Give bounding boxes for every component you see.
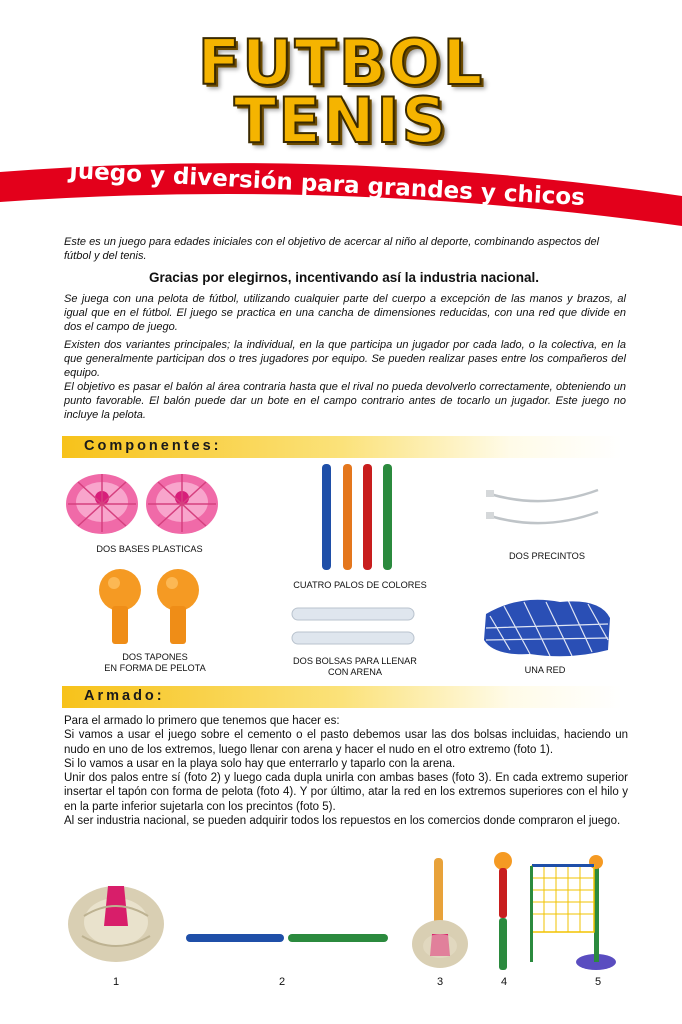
photo-2-number: 2 <box>278 976 286 988</box>
photo-3-stick-on-base <box>410 856 472 972</box>
assembly-line-4: Unir dos palos entre sí (foto 2) y luego cada dupla unirla con ambas bases (foto 3). En cada extremo superior insertar el tapón con forma de pelota (foto 4). Y por último, atar la red en los extremos superiores con el hilo y en la parte inferior sujetarla con los precintos (foto 5). <box>64 772 628 813</box>
caption-zip-ties: DOS PRECINTOS <box>509 551 585 561</box>
caption-plugs-line-1: DOS TAPONES <box>122 652 188 662</box>
assembly-line-2: Si vamos a usar el juego sobre el cemento o el pasto debemos usar las dos bolsas incluidas, haciendo un nudo en uno de los extremos, luego llenar con arena y hacer el nudo en el otro extremo (foto 1). <box>64 729 628 756</box>
title-line-2: TENIS <box>233 84 449 157</box>
photo-5-number: 5 <box>594 976 602 988</box>
paragraph-rules: Se juega con una pelota de fútbol, utilizando cualquier parte del cuerpo a excepción de las manos y brazos, al igual que en el fútbol. El juego se practica en una cancha de dimensiones reducidas, con una red que divide en dos el campo de juego. <box>64 293 626 333</box>
caption-bags <box>280 656 430 678</box>
colored-sticks-image <box>316 462 396 574</box>
net-image <box>480 594 614 662</box>
components-heading: Componentes: <box>84 438 222 454</box>
caption-sticks: CUATRO PALOS DE COLORES <box>293 580 427 590</box>
intro-text: Este es un juego para edades iniciales con el objetivo de acercar al niño al deporte, combinando aspectos del fútbol y del tenis. <box>64 236 600 262</box>
caption-bases: DOS BASES PLASTICAS <box>96 544 203 554</box>
sand-bags-image <box>290 606 416 648</box>
caption-plugs-line-2: EN FORMA DE PELOTA <box>104 663 206 673</box>
ball-plugs-image <box>96 566 206 648</box>
zip-ties-image <box>484 480 604 540</box>
assembly-line-3: Si lo vamos a usar en la playa solo hay que enterrarlo y taparlo con la arena. <box>64 757 456 770</box>
paragraph-objective: El objetivo es pasar el balón al área contraria hasta que el rival no pueda devolverlo correctamente, obteniendo un punto favorable. El balón puede dar un bote en el campo contrario antes de tocarlo un jugador. Este juego no incluye la pelota. <box>64 381 626 421</box>
photo-2-joined-sticks <box>184 930 390 946</box>
slogan: Juego y diversión para grandes y chicos <box>68 158 586 211</box>
assembly-line-1: Para el armado lo primero que tenemos que hacer es: <box>64 715 340 727</box>
caption-plugs <box>90 652 220 674</box>
photo-4-stick-with-plug <box>488 850 518 974</box>
photo-1-sand-bag <box>64 866 168 966</box>
assembly-heading: Armado: <box>84 688 165 704</box>
photo-4-number: 4 <box>500 976 508 988</box>
photo-3-number: 3 <box>436 976 444 988</box>
caption-net: UNA RED <box>524 665 566 675</box>
plastic-bases-image <box>62 466 222 546</box>
thanks-text: Gracias por elegirnos, incentivando así la industria nacional. <box>148 270 540 285</box>
caption-bags-line-2: CON ARENA <box>327 667 383 677</box>
title-line-1: FUTBOL <box>197 26 485 99</box>
paragraph-variants: Existen dos variantes principales; la individual, en la que participa un jugador por cada lado, o la colectiva, en la que generalmente participan dos o tres jugadores por equipo. Se pueden realizar pases entre los compañeros del equipo. <box>64 339 626 379</box>
caption-bags-line-1: DOS BOLSAS PARA LLENAR <box>293 656 417 666</box>
photo-1-number: 1 <box>112 976 120 988</box>
photo-5-assembled-net <box>524 850 616 974</box>
assembly-text <box>64 714 628 828</box>
assembly-line-5: Al ser industria nacional, se pueden adquirir todos los repuestos en los comercios donde compraron el juego. <box>64 815 621 828</box>
